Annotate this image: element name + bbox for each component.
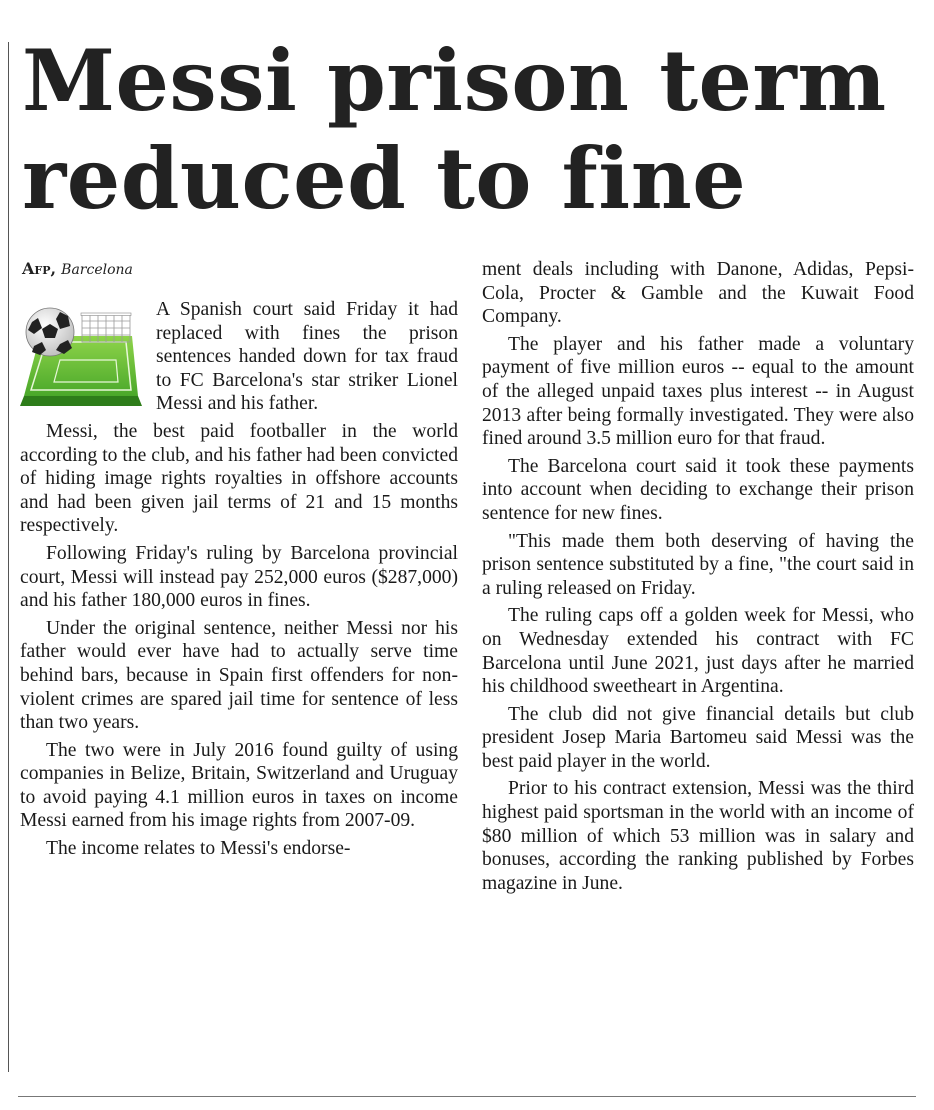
byline-place: Barcelona xyxy=(61,262,133,278)
headline-line-2: reduced to fine xyxy=(22,129,747,228)
paragraph: Messi, the best paid footballer in the world according to the club, and his father had been convicted of hiding image rights royalties in offshore accounts and had been given jail terms of 21 and 15 months respectively. xyxy=(20,420,458,537)
paragraph: The Barcelona court said it took these payments into account when deciding to exchange their prison sentence for new fines. xyxy=(482,455,914,524)
paragraph: "This made them both deserving of having the prison sentence substituted by a fine, "the court said in a ruling released on Friday. xyxy=(482,530,914,599)
byline xyxy=(22,258,133,281)
paragraph: The player and his father made a voluntary payment of five million euros -- equal to the amount of the alleged unpaid taxes plus interest -- in August 2013 after being formally investigated. They were also fined around 3.5 million euro for that fraud. xyxy=(482,333,914,450)
paragraph: ment deals including with Danone, Adidas, Pepsi-Cola, Procter & Gamble and the Kuwait Food Company. xyxy=(482,259,914,328)
headline-line-1: Messi prison term xyxy=(22,31,887,130)
soccer-field-icon xyxy=(20,300,144,410)
byline-agency: Afp, xyxy=(22,259,57,278)
paragraph: The ruling caps off a golden week for Messi, who on Wednesday extended his contract with FC Barcelona until June 2021, just days after he married his childhood sweetheart in Argentina. xyxy=(482,605,914,698)
paragraph: The two were in July 2016 found guilty of using companies in Belize, Britain, Switzerland and Uruguay to avoid paying 4.1 million euros in taxes on income Messi earned from his image rights from 2007-09. xyxy=(20,739,458,832)
paragraph: The income relates to Messi's endorse- xyxy=(46,838,351,860)
headline xyxy=(22,32,922,228)
article-column-left xyxy=(20,298,458,865)
bottom-rule xyxy=(18,1096,916,1097)
paragraph: Following Friday's ruling by Barcelona provincial court, Messi will instead pay 252,000 euros ($287,000) and his father 180,000 euros in fines. xyxy=(20,542,458,612)
paragraph: A Spanish court said Friday it had replaced with fines the prison sentences handed down for tax fraud to FC Barcelona's star striker Lionel Messi and his father. xyxy=(156,299,458,415)
paragraph: Prior to his contract extension, Messi was the third highest paid sportsman in the world with an income of $80 million of which 53 million was in salary and bonuses, according the ranking published by Forbes magazine in June. xyxy=(482,778,914,894)
paragraph: Under the original sentence, neither Messi nor his father would ever have had to actually serve time behind bars, because in Spain first offenders for non-violent crimes are spared jail time for sentence of less than two years. xyxy=(20,617,458,734)
column-rule xyxy=(8,42,9,1072)
article-column-right xyxy=(482,258,914,899)
paragraph: The club did not give financial details but club president Josep Maria Bartomeu said Messi was the best paid player in the world. xyxy=(482,703,914,772)
